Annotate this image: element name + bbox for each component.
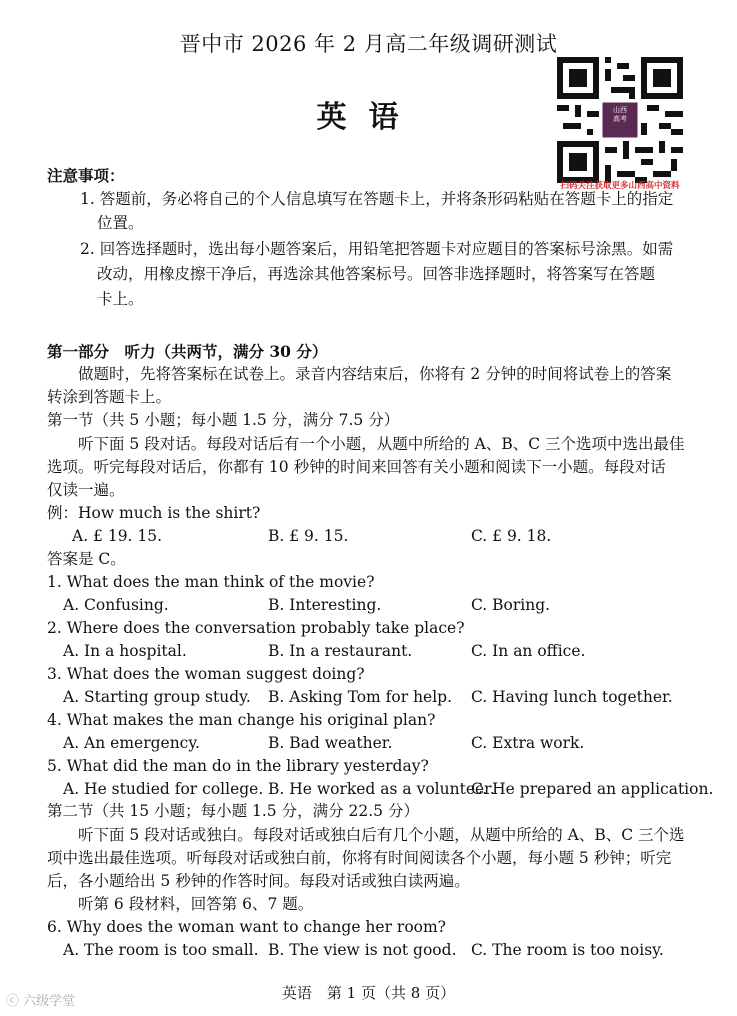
part1-intro: 做题时，先将答案标在试卷上。录音内容结束后，你将有 2 分钟的时间将试卷上的答案 xyxy=(78,365,672,383)
section1-heading: 第一节（共 5 小题；每小题 1.5 分，满分 7.5 分） xyxy=(47,411,400,429)
subject-title: 英语 xyxy=(316,100,421,135)
section2-instructions-cont: 项中选出最佳选项。听每段对话或独白前，你将有时间阅读各个小题，每小题 5 秒钟；听完 xyxy=(47,849,672,867)
question-3-option-b: B. Asking Tom for help. xyxy=(268,688,453,706)
question-1-option-a: A. Confusing. xyxy=(63,596,169,614)
section1-instructions-cont2: 仅读一遍。 xyxy=(47,481,125,499)
question-6: 6. Why does the woman want to change her room? xyxy=(47,918,446,936)
section2-instructions: 听下面 5 段对话或独白。每段对话或独白后有几个小题，从题中所给的 A、B、C 三个选 xyxy=(78,826,685,844)
section2-instructions-cont2: 后，各小题给出 5 秒钟的作答时间。每段对话或独白读两遍。 xyxy=(47,872,470,890)
question-6-option-b: B. The view is not good. xyxy=(268,941,457,959)
question-5-option-a: A. He studied for college. xyxy=(63,780,264,798)
qr-caption: 扫码关注获取更多山西高中资料 xyxy=(560,181,680,191)
question-2-option-c: C. In an office. xyxy=(471,642,586,660)
exam-title: 晋中市 2026 年 2 月高二年级调研测试 xyxy=(179,32,558,56)
question-3-option-c: C. Having lunch together. xyxy=(471,688,673,706)
question-1: 1. What does the man think of the movie? xyxy=(47,573,375,591)
question-4-option-c: C. Extra work. xyxy=(471,734,585,752)
part1-intro-cont: 转涂到答题卡上。 xyxy=(47,388,172,406)
material-6-heading: 听第 6 段材料，回答第 6、7 题。 xyxy=(78,895,314,913)
question-1-option-c: C. Boring. xyxy=(471,596,551,614)
question-3-option-a: A. Starting group study. xyxy=(63,688,251,706)
question-5-option-b: B. He worked as a volunteer. xyxy=(268,780,495,798)
question-2: 2. Where does the conversation probably take place? xyxy=(47,619,465,637)
question-2-option-a: A. In a hospital. xyxy=(63,642,187,660)
qr-center-logo: 山西 高考 xyxy=(613,106,627,123)
question-4-option-b: B. Bad weather. xyxy=(268,734,393,752)
question-5: 5. What did the man do in the library yesterday? xyxy=(47,757,429,775)
question-1-option-b: B. Interesting. xyxy=(268,596,382,614)
question-4: 4. What makes the man change his original plan? xyxy=(47,711,436,729)
example-question: 例：How much is the shirt? xyxy=(47,504,261,522)
question-3: 3. What does the woman suggest doing? xyxy=(47,665,365,683)
example-option-b: B. £ 9. 15. xyxy=(268,527,349,545)
example-answer: 答案是 C。 xyxy=(47,550,126,568)
example-option-c: C. £ 9. 18. xyxy=(471,527,552,545)
part1-heading: 第一部分 听力（共两节，满分 30 分） xyxy=(47,342,328,361)
question-6-option-c: C. The room is too noisy. xyxy=(471,941,664,959)
notes-item-1-cont: 位置。 xyxy=(97,214,144,232)
question-4-option-a: A. An emergency. xyxy=(63,734,200,752)
question-6-option-a: A. The room is too small. xyxy=(63,941,259,959)
section1-instructions: 听下面 5 段对话。每段对话后有一个小题，从题中所给的 A、B、C 三个选项中选出最佳 xyxy=(78,435,685,453)
section1-instructions-cont: 选项。听完每段对话后，你都有 10 秒钟的时间来回答有关小题和阅读下一小题。每段对话 xyxy=(47,458,666,476)
notes-item-1: 1. 答题前，务必将自己的个人信息填写在答题卡上，并将条形码粘贴在答题卡上的指定 xyxy=(80,190,674,208)
page-number: 英语 第 1 页（共 8 页） xyxy=(281,984,456,1002)
notes-item-2-cont: 改动，用橡皮擦干净后，再选涂其他答案标号。回答非选择题时，将答案写在答题 xyxy=(97,265,656,283)
example-option-a: A. £ 19. 15. xyxy=(72,527,163,545)
question-2-option-b: B. In a restaurant. xyxy=(268,642,413,660)
notes-item-2-cont2: 卡上。 xyxy=(97,290,144,308)
section2-heading: 第二节（共 15 小题；每小题 1.5 分，满分 22.5 分） xyxy=(47,802,419,820)
notes-heading: 注意事项： xyxy=(47,166,125,185)
watermark: ⓒ 六级学堂 xyxy=(6,994,76,1009)
question-5-option-c: C. He prepared an application. xyxy=(471,780,714,798)
notes-item-2: 2. 回答选择题时，选出每小题答案后，用铅笔把答题卡对应题目的答案标号涂黑。如需 xyxy=(80,240,674,258)
